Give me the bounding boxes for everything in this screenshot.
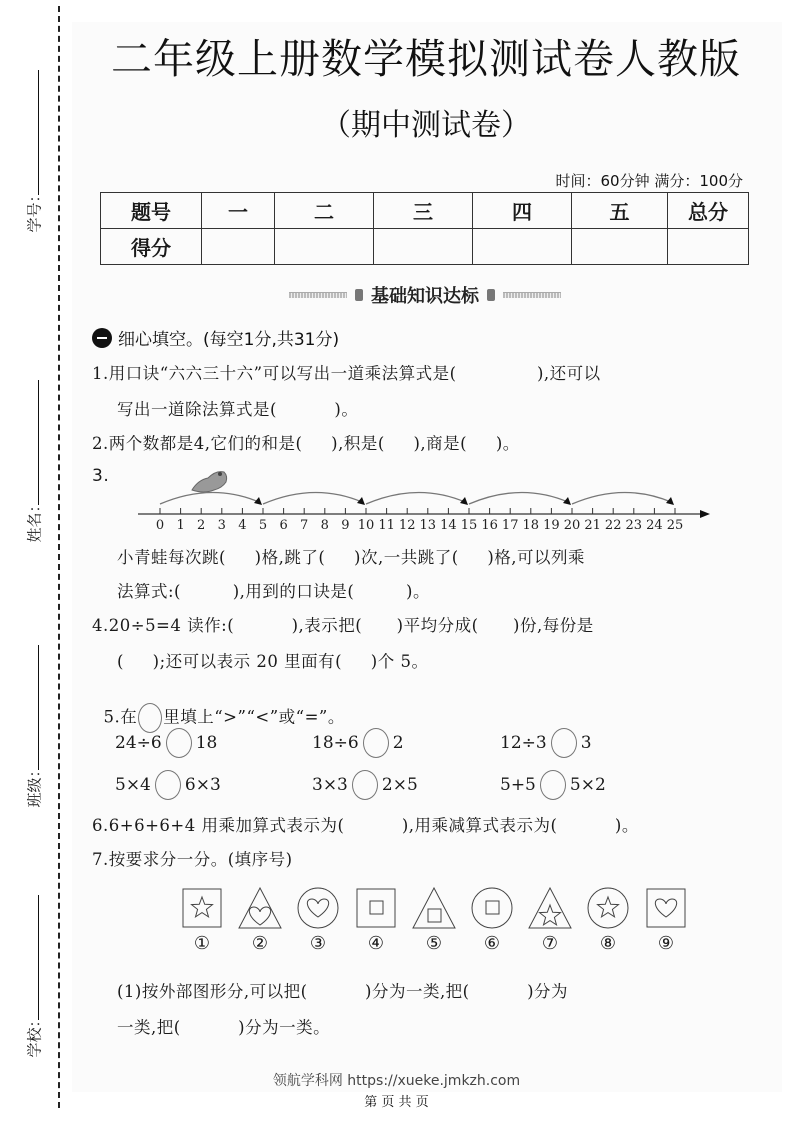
question-2: 2.两个数都是4,它们的和是( ),积是( ),商是( )。 [92,434,520,453]
binding-field [18,895,48,1058]
part-1-title: 细心填空。(每空1分,共31分) [118,330,340,350]
comparison-item [115,770,221,800]
score-cell[interactable] [374,229,473,265]
binding-cut-line [58,6,60,1108]
shape-figure [526,885,574,954]
binding-field-blank[interactable] [38,70,39,195]
comparison-answer-circle[interactable] [540,770,566,800]
comparison-right: 3 [580,733,592,753]
comparison-left: 24÷6 [115,733,162,753]
number-line-tick-label: 22 [604,518,622,533]
comparison-left: 18÷6 [312,733,359,753]
binding-field-label: 学校： [25,1012,44,1058]
banner-left-line [289,292,347,298]
score-header-cell: 四 [473,193,572,229]
comparison-right: 6×3 [184,775,221,795]
circle-with-square-icon [469,885,515,931]
comparison-answer-circle[interactable] [551,728,577,758]
number-line-tick-label: 0 [155,518,165,533]
score-cell[interactable] [275,229,374,265]
number-line-tick-label: 17 [501,518,519,533]
triangle-with-star-icon [527,885,573,931]
number-line-tick-label: 19 [543,518,560,533]
question-1-line-1: 1.用口诀“六六三十六”可以写出一道乘法算式是( ),还可以 [92,364,601,383]
shape-index-label: ③ [309,933,327,954]
shape-index-label: ⑥ [483,933,501,954]
comparison-answer-circle[interactable] [155,770,181,800]
frog-icon [192,472,227,492]
number-line-tick-label: 23 [625,518,643,533]
score-header-cell: 题号 [101,193,202,229]
number-line-tick-label: 12 [398,518,416,533]
question-7-heading: 7.按要求分一分。(填序号) [92,850,293,869]
comparison-answer-circle[interactable] [352,770,378,800]
comparison-right: 2×5 [381,775,418,795]
comparison-right: 18 [195,733,218,753]
number-line-tick-label: 6 [279,518,288,533]
score-header-cell: 三 [374,193,473,229]
footer-site: 领航学科网 https://xueke.jmkzh.com [272,1073,521,1089]
number-line-tick-label: 8 [320,518,329,533]
question-7-sub1-line-2: 一类,把( )分为一类。 [117,1018,331,1037]
comparison-right: 5×2 [569,775,606,795]
comparison-left: 3×3 [312,775,348,795]
score-header-cell: 一 [202,193,275,229]
question-1-line-2: 写出一道除法算式是( )。 [117,400,359,419]
shape-index-label: ⑨ [657,933,675,954]
comparison-answer-circle[interactable] [166,728,192,758]
question-4-line-1: 4.20÷5=4 读作:( ),表示把( )平均分成( )份,每份是 [92,616,594,635]
binding-field-blank[interactable] [38,895,39,1020]
binding-field-blank[interactable] [38,380,39,505]
comparison-left: 5+5 [500,775,536,795]
binding-field [18,645,48,808]
number-line-tick-label: 1 [176,518,185,533]
page-subtitle: （期中测试卷） [321,108,531,143]
question-7-sub1-line-1: (1)按外部图形分,可以把( )分为一类,把( )分为 [117,982,569,1001]
number-line-tick-label: 10 [357,518,375,533]
score-header-cell: 五 [572,193,668,229]
binding-field-label: 学号： [25,187,44,233]
comparison-item [500,728,592,758]
comparison-left: 5×4 [115,775,151,795]
triangle-with-square-icon [411,885,457,931]
binding-field [18,380,48,543]
section-banner [265,282,585,308]
number-line-tick-label: 21 [584,518,601,533]
shape-index-label: ② [251,933,269,954]
question-5-instruction [92,684,345,733]
shape-figure [236,885,284,954]
section-banner-title: 基础知识达标 [371,286,479,307]
shape-figure [410,885,458,954]
number-line-diagram [130,462,720,537]
banner-left-ornament-icon [355,289,363,301]
question-3-number: 3. [92,466,110,486]
shape-index-label: ⑧ [599,933,617,954]
question-4-line-2: ( );还可以表示 20 里面有( )个 5。 [117,652,429,671]
binding-field [18,70,48,233]
score-header-cell: 二 [275,193,374,229]
shape-figure [178,885,226,954]
number-line-tick-label: 7 [300,518,309,533]
number-line-tick-label: 4 [238,518,247,533]
triangle-with-heart-icon [237,885,283,931]
binding-field-blank[interactable] [38,645,39,770]
comparison-item [312,770,418,800]
score-cell[interactable] [473,229,572,265]
comparison-left: 12÷3 [500,733,547,753]
comparison-item [500,770,606,800]
square-with-square-icon [353,885,399,931]
score-cell[interactable] [202,229,275,265]
number-line-tick-label: 2 [197,518,206,533]
circle-with-heart-icon [295,885,341,931]
number-line-tick-label: 5 [258,518,268,533]
number-line-tick-label: 20 [563,518,581,533]
shape-index-label: ⑤ [425,933,443,954]
score-table-score-row [101,229,749,265]
part-number-one-icon [92,328,112,348]
number-line-tick-label: 25 [666,518,684,533]
banner-right-ornament-icon [487,289,495,301]
page-title: 二年级上册数学模拟测试卷人教版 [111,35,741,83]
number-line-tick-label: 3 [217,518,226,533]
exam-meta: 时间：60分钟 满分：100分 [555,172,743,190]
shape-index-label: ① [193,933,211,954]
score-row-label: 得分 [101,229,202,265]
score-table-header-row [101,193,749,229]
number-line-tick-label: 11 [378,518,395,533]
shape-index-label: ⑦ [541,933,559,954]
score-header-cell: 总分 [668,193,749,229]
footer-page-count: 第 页 共 页 [364,1095,429,1110]
binding-field-label: 姓名： [25,497,44,543]
shape-figure [642,885,690,954]
score-cell[interactable] [572,229,668,265]
question-3-line-1: 小青蛙每次跳( )格,跳了( )次,一共跳了( )格,可以列乘 [117,548,586,567]
comparison-answer-circle[interactable] [363,728,389,758]
shape-figure [468,885,516,954]
comparison-item [115,728,217,758]
number-line-tick-label: 9 [341,518,350,533]
comparison-right: 2 [392,733,404,753]
score-table [100,192,749,265]
number-line-tick-label: 15 [460,518,478,533]
number-line-tick-label: 24 [646,518,663,533]
number-line-tick-label: 13 [419,518,437,533]
shape-index-label: ④ [367,933,385,954]
banner-right-line [503,292,561,298]
question-3-line-2: 法算式:( ),用到的口诀是( )。 [117,582,430,601]
square-with-heart-icon [643,885,689,931]
binding-field-label: 班级： [25,762,44,808]
comparison-item [312,728,404,758]
number-line-tick-label: 18 [522,518,540,533]
circle-with-star-icon [585,885,631,931]
question-5-suffix: 里填上“>”“<”或“=”。 [163,707,345,727]
shape-figure [584,885,632,954]
shape-figures [178,885,708,965]
question-5-prefix: 5.在 [103,707,138,727]
score-cell[interactable] [668,229,749,265]
shape-figure [352,885,400,954]
part-1-heading [92,325,339,350]
question-6: 6.6+6+6+4 用乘加算式表示为( ),用乘减算式表示为( )。 [92,816,639,835]
number-line-tick-label: 14 [440,518,457,533]
shape-figure [294,885,342,954]
number-line-tick-label: 16 [481,518,498,533]
square-with-star-icon [179,885,225,931]
